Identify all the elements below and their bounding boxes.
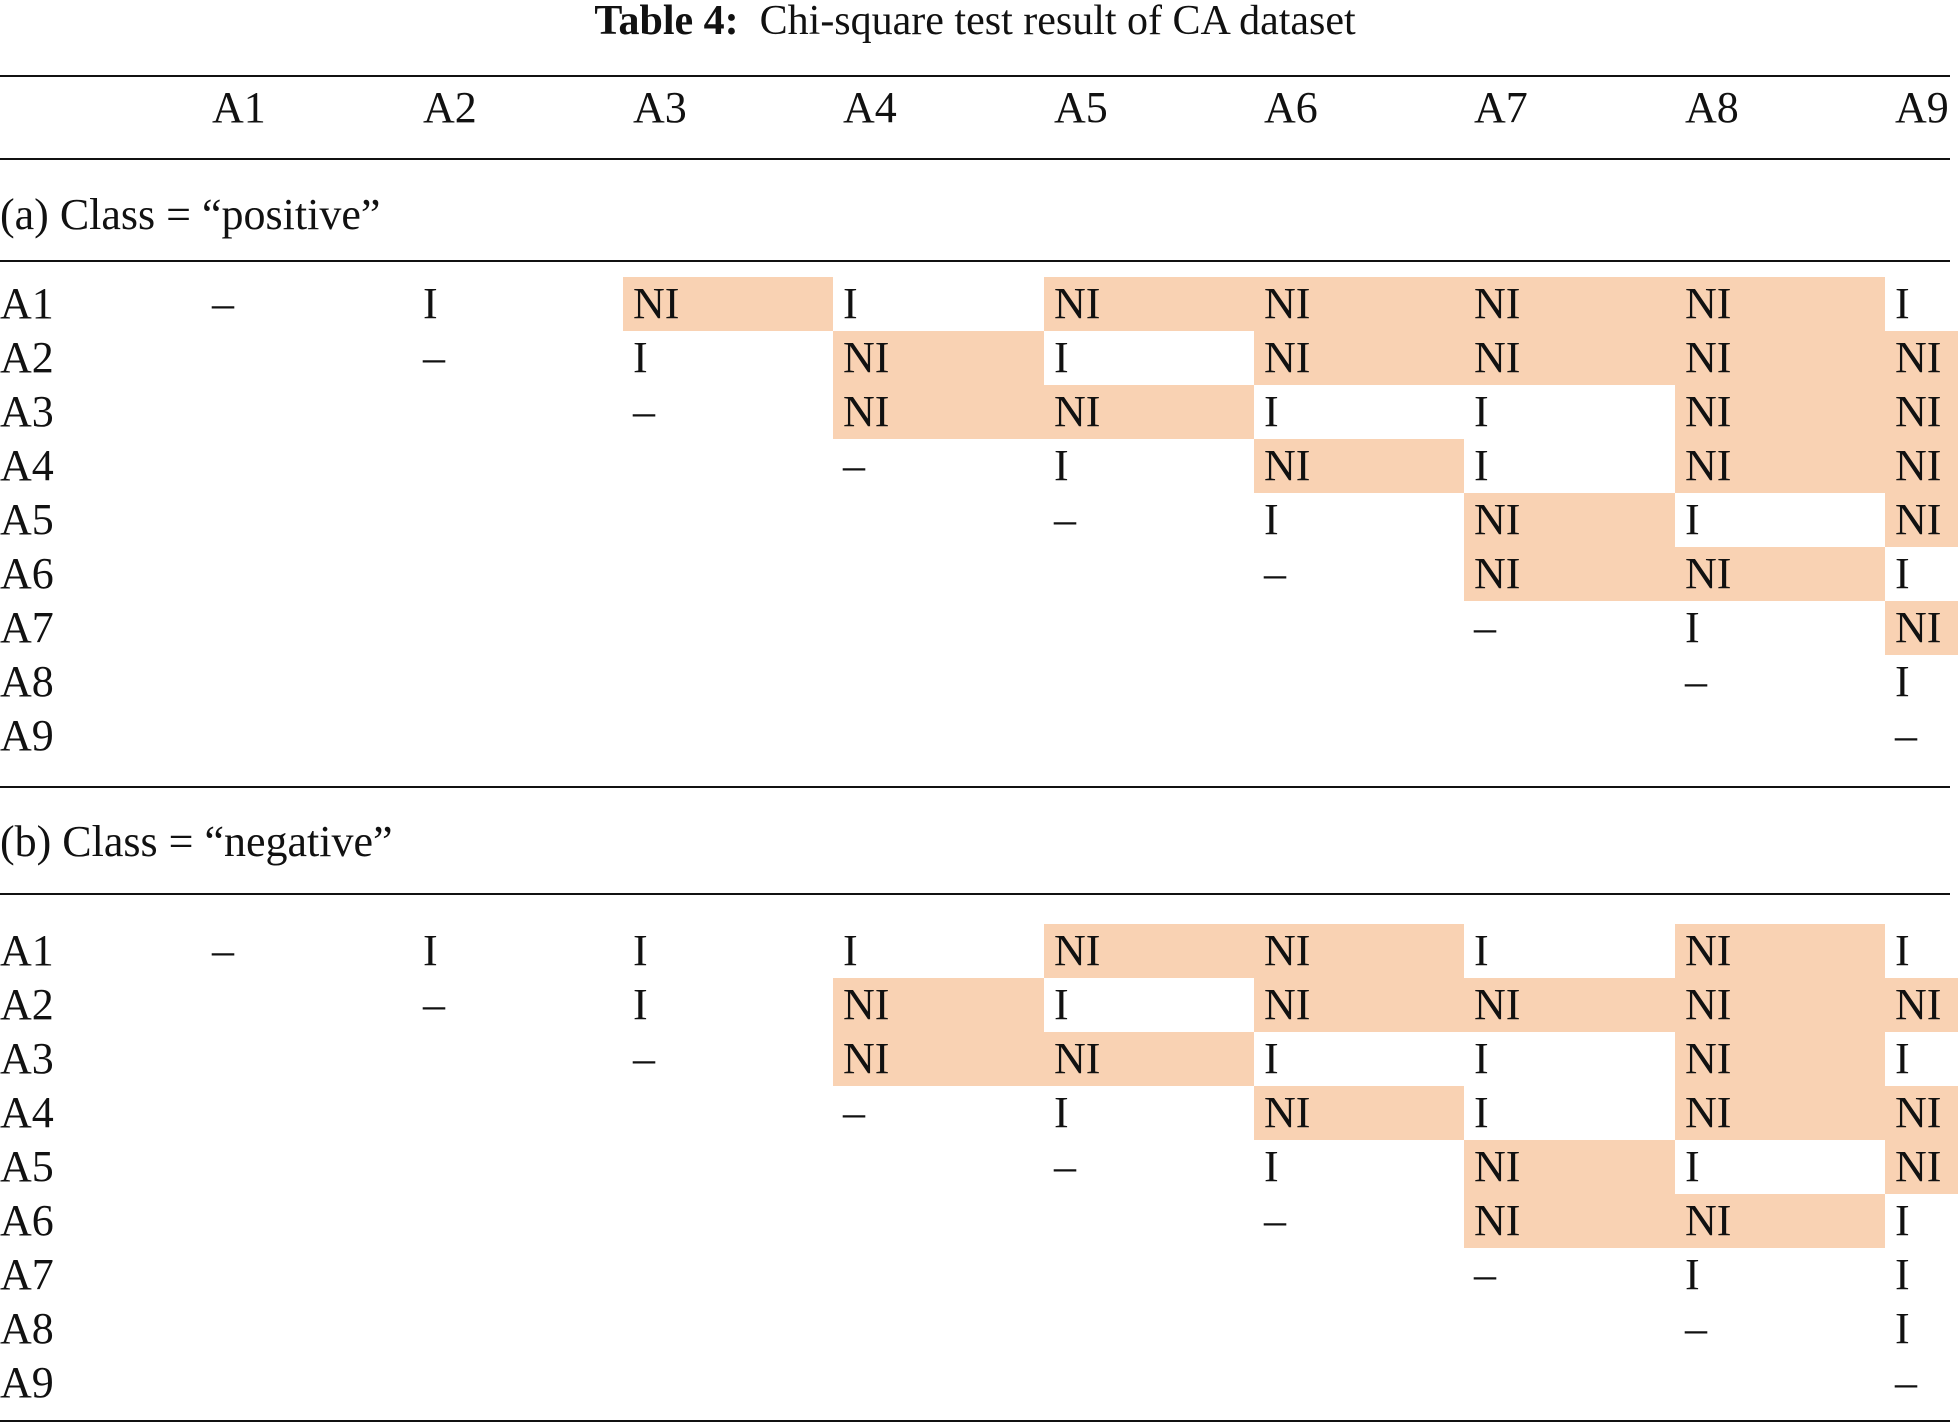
cell-value: I bbox=[1895, 549, 1910, 598]
cell-value: I bbox=[1685, 495, 1700, 544]
row-label-a2: A2 bbox=[0, 980, 54, 1029]
cell-value: I bbox=[1474, 926, 1489, 975]
cell-value: I bbox=[1474, 387, 1489, 436]
cell-value: I bbox=[1895, 279, 1910, 328]
cell-value: NI bbox=[1685, 333, 1732, 382]
cell-value: I bbox=[1685, 1250, 1700, 1299]
cell-value: – bbox=[1264, 1196, 1286, 1245]
cell-value: I bbox=[1054, 441, 1069, 490]
cell-value: NI bbox=[1474, 1196, 1521, 1245]
cell-not-independent bbox=[1885, 978, 1958, 1032]
table-cell bbox=[1464, 924, 1675, 978]
cell-value: NI bbox=[1474, 1142, 1521, 1191]
cell-not-independent bbox=[833, 385, 1044, 439]
cell-not-independent bbox=[1675, 547, 1885, 601]
row-label-a5: A5 bbox=[0, 495, 54, 544]
cell-value: I bbox=[1474, 1034, 1489, 1083]
cell-value: – bbox=[212, 279, 234, 328]
table-cell bbox=[1885, 547, 1958, 601]
table-cell bbox=[1885, 924, 1958, 978]
cell-not-independent bbox=[833, 1032, 1044, 1086]
table-cell bbox=[1464, 1032, 1675, 1086]
cell-not-independent bbox=[1464, 978, 1675, 1032]
cell-value: NI bbox=[1264, 980, 1311, 1029]
cell-value: NI bbox=[1685, 1088, 1732, 1137]
section-divider-rule bbox=[0, 786, 1950, 788]
cell-value: I bbox=[1054, 1088, 1069, 1137]
table-cell bbox=[1044, 1140, 1254, 1194]
section-title-positive: (a) Class = “positive” bbox=[0, 190, 381, 239]
table-cell bbox=[1885, 1356, 1958, 1410]
table-cell bbox=[1675, 655, 1885, 709]
cell-value: NI bbox=[1895, 333, 1942, 382]
cell-not-independent bbox=[1464, 547, 1675, 601]
row-label-a9: A9 bbox=[0, 711, 54, 760]
cell-value: NI bbox=[1685, 549, 1732, 598]
cell-value: NI bbox=[1895, 1088, 1942, 1137]
cell-not-independent bbox=[1675, 385, 1885, 439]
cell-value: NI bbox=[843, 333, 890, 382]
cell-not-independent bbox=[1675, 1086, 1885, 1140]
table-cell bbox=[413, 277, 623, 331]
table-cell bbox=[1885, 1248, 1958, 1302]
table-cell bbox=[1254, 493, 1464, 547]
cell-value: I bbox=[1895, 1034, 1910, 1083]
table-cell bbox=[1044, 331, 1254, 385]
table-cell bbox=[1885, 1194, 1958, 1248]
table-cell bbox=[1254, 1194, 1464, 1248]
row-label-a4: A4 bbox=[0, 1088, 54, 1137]
caption-text: Chi-square test result of CA dataset bbox=[759, 0, 1356, 44]
cell-value: – bbox=[1895, 711, 1917, 760]
table-cell bbox=[1254, 385, 1464, 439]
table-cell bbox=[1254, 547, 1464, 601]
cell-value: – bbox=[633, 1034, 655, 1083]
row-label-a1: A1 bbox=[0, 279, 54, 328]
cell-value: I bbox=[843, 926, 858, 975]
column-header-a5: A5 bbox=[1054, 83, 1108, 132]
cell-value: – bbox=[423, 333, 445, 382]
cell-value: NI bbox=[1264, 441, 1311, 490]
cell-not-independent bbox=[1675, 277, 1885, 331]
cell-value: NI bbox=[1685, 926, 1732, 975]
cell-value: I bbox=[633, 333, 648, 382]
table-cell bbox=[1464, 439, 1675, 493]
cell-value: – bbox=[843, 441, 865, 490]
table-caption bbox=[0, 0, 1950, 42]
column-header-a3: A3 bbox=[633, 83, 687, 132]
cell-not-independent bbox=[1885, 385, 1958, 439]
cell-not-independent bbox=[1044, 385, 1254, 439]
cell-value: I bbox=[1895, 926, 1910, 975]
cell-value: I bbox=[633, 926, 648, 975]
table-cell bbox=[623, 978, 833, 1032]
cell-value: NI bbox=[1054, 926, 1101, 975]
row-label-a6: A6 bbox=[0, 549, 54, 598]
cell-value: – bbox=[1685, 657, 1707, 706]
cell-value: I bbox=[633, 980, 648, 1029]
cell-value: NI bbox=[1895, 441, 1942, 490]
row-label-a4: A4 bbox=[0, 441, 54, 490]
row-label-a1: A1 bbox=[0, 926, 54, 975]
cell-value: I bbox=[423, 279, 438, 328]
cell-value: NI bbox=[1895, 495, 1942, 544]
table-cell bbox=[413, 924, 623, 978]
row-label-a3: A3 bbox=[0, 387, 54, 436]
cell-value: NI bbox=[1685, 1034, 1732, 1083]
cell-value: I bbox=[1264, 1142, 1279, 1191]
cell-value: NI bbox=[1474, 279, 1521, 328]
table-cell bbox=[1675, 1302, 1885, 1356]
table-cell bbox=[1044, 978, 1254, 1032]
table-cell bbox=[1675, 1248, 1885, 1302]
row-label-a8: A8 bbox=[0, 1304, 54, 1353]
cell-value: I bbox=[1895, 1304, 1910, 1353]
cell-value: I bbox=[1264, 1034, 1279, 1083]
cell-value: – bbox=[1895, 1358, 1917, 1407]
cell-not-independent bbox=[1254, 277, 1464, 331]
cell-not-independent bbox=[1254, 978, 1464, 1032]
cell-value: I bbox=[1264, 387, 1279, 436]
section-title-negative: (b) Class = “negative” bbox=[0, 817, 393, 866]
cell-value: NI bbox=[1054, 1034, 1101, 1083]
cell-not-independent bbox=[1675, 439, 1885, 493]
row-label-a9: A9 bbox=[0, 1358, 54, 1407]
table-cell bbox=[1044, 1086, 1254, 1140]
column-header-a8: A8 bbox=[1685, 83, 1739, 132]
cell-value: I bbox=[1474, 441, 1489, 490]
cell-value: – bbox=[212, 926, 234, 975]
table-cell bbox=[623, 1032, 833, 1086]
table-cell bbox=[1044, 493, 1254, 547]
cell-not-independent bbox=[1675, 1194, 1885, 1248]
section-a-rule bbox=[0, 260, 1950, 262]
table-cell bbox=[1464, 601, 1675, 655]
cell-not-independent bbox=[1675, 978, 1885, 1032]
cell-value: NI bbox=[1264, 279, 1311, 328]
table-cell bbox=[833, 439, 1044, 493]
row-label-a6: A6 bbox=[0, 1196, 54, 1245]
cell-not-independent bbox=[1044, 924, 1254, 978]
cell-not-independent bbox=[1885, 439, 1958, 493]
table-cell bbox=[1044, 439, 1254, 493]
cell-value: NI bbox=[1474, 549, 1521, 598]
cell-value: NI bbox=[633, 279, 680, 328]
cell-not-independent bbox=[1675, 924, 1885, 978]
table-cell bbox=[413, 331, 623, 385]
column-header-a7: A7 bbox=[1474, 83, 1528, 132]
table-cell bbox=[623, 385, 833, 439]
cell-not-independent bbox=[623, 277, 833, 331]
cell-value: NI bbox=[1895, 387, 1942, 436]
cell-not-independent bbox=[1885, 1086, 1958, 1140]
cell-not-independent bbox=[1464, 1194, 1675, 1248]
column-header-a9: A9 bbox=[1895, 83, 1949, 132]
table-cell bbox=[1675, 601, 1885, 655]
header-rule bbox=[0, 158, 1950, 160]
cell-value: NI bbox=[1895, 1142, 1942, 1191]
cell-value: NI bbox=[1054, 279, 1101, 328]
cell-value: – bbox=[633, 387, 655, 436]
cell-not-independent bbox=[833, 978, 1044, 1032]
cell-value: NI bbox=[843, 1034, 890, 1083]
cell-not-independent bbox=[1044, 277, 1254, 331]
cell-value: NI bbox=[1685, 387, 1732, 436]
column-header-a6: A6 bbox=[1264, 83, 1318, 132]
cell-not-independent bbox=[1044, 1032, 1254, 1086]
cell-value: I bbox=[1895, 657, 1910, 706]
cell-value: – bbox=[843, 1088, 865, 1137]
row-label-a7: A7 bbox=[0, 1250, 54, 1299]
table-cell bbox=[833, 1086, 1044, 1140]
table-cell bbox=[1885, 1032, 1958, 1086]
cell-value: NI bbox=[1685, 1196, 1732, 1245]
cell-not-independent bbox=[1254, 1086, 1464, 1140]
cell-value: NI bbox=[843, 980, 890, 1029]
cell-value: I bbox=[423, 926, 438, 975]
cell-value: – bbox=[1474, 603, 1496, 652]
row-label-a5: A5 bbox=[0, 1142, 54, 1191]
cell-value: I bbox=[1054, 333, 1069, 382]
cell-value: NI bbox=[1474, 333, 1521, 382]
cell-not-independent bbox=[1885, 601, 1958, 655]
cell-value: NI bbox=[1474, 980, 1521, 1029]
cell-not-independent bbox=[1675, 1032, 1885, 1086]
row-label-a2: A2 bbox=[0, 333, 54, 382]
row-label-a3: A3 bbox=[0, 1034, 54, 1083]
cell-value: – bbox=[1685, 1304, 1707, 1353]
cell-value: NI bbox=[1685, 980, 1732, 1029]
table-cell bbox=[1464, 385, 1675, 439]
cell-value: – bbox=[423, 980, 445, 1029]
cell-value: NI bbox=[1685, 441, 1732, 490]
cell-not-independent bbox=[1254, 331, 1464, 385]
cell-not-independent bbox=[1464, 493, 1675, 547]
row-label-a8: A8 bbox=[0, 657, 54, 706]
cell-value: NI bbox=[1264, 333, 1311, 382]
table-cell bbox=[1464, 1086, 1675, 1140]
cell-value: NI bbox=[1895, 603, 1942, 652]
table-cell bbox=[1885, 709, 1958, 763]
table-cell bbox=[413, 978, 623, 1032]
cell-value: – bbox=[1054, 1142, 1076, 1191]
table-cell bbox=[1885, 277, 1958, 331]
bottom-rule bbox=[0, 1420, 1950, 1422]
cell-not-independent bbox=[1885, 493, 1958, 547]
table-cell bbox=[1464, 1248, 1675, 1302]
cell-value: NI bbox=[1264, 926, 1311, 975]
table-cell bbox=[623, 331, 833, 385]
cell-not-independent bbox=[1885, 1140, 1958, 1194]
cell-value: NI bbox=[1474, 495, 1521, 544]
table-cell bbox=[1254, 1140, 1464, 1194]
cell-not-independent bbox=[1885, 331, 1958, 385]
table-cell bbox=[202, 924, 413, 978]
cell-not-independent bbox=[1464, 277, 1675, 331]
row-label-a7: A7 bbox=[0, 603, 54, 652]
table-cell bbox=[833, 277, 1044, 331]
cell-value: I bbox=[843, 279, 858, 328]
cell-not-independent bbox=[833, 331, 1044, 385]
cell-value: I bbox=[1685, 1142, 1700, 1191]
cell-not-independent bbox=[1675, 331, 1885, 385]
cell-value: NI bbox=[1054, 387, 1101, 436]
cell-not-independent bbox=[1464, 1140, 1675, 1194]
column-header-a4: A4 bbox=[843, 83, 897, 132]
cell-value: NI bbox=[1895, 980, 1942, 1029]
table-cell bbox=[1675, 1140, 1885, 1194]
cell-value: I bbox=[1474, 1088, 1489, 1137]
section-b-rule bbox=[0, 893, 1950, 895]
cell-value: – bbox=[1264, 549, 1286, 598]
table-cell bbox=[1885, 655, 1958, 709]
top-rule bbox=[0, 75, 1950, 77]
cell-value: NI bbox=[1264, 1088, 1311, 1137]
cell-not-independent bbox=[1254, 924, 1464, 978]
cell-value: I bbox=[1895, 1250, 1910, 1299]
cell-value: I bbox=[1685, 603, 1700, 652]
table-cell bbox=[1675, 493, 1885, 547]
table-cell bbox=[833, 924, 1044, 978]
cell-value: I bbox=[1895, 1196, 1910, 1245]
table-cell bbox=[1254, 1032, 1464, 1086]
cell-value: – bbox=[1474, 1250, 1496, 1299]
column-header-a1: A1 bbox=[212, 83, 266, 132]
cell-value: – bbox=[1054, 495, 1076, 544]
cell-value: NI bbox=[843, 387, 890, 436]
cell-not-independent bbox=[1254, 439, 1464, 493]
cell-value: I bbox=[1264, 495, 1279, 544]
cell-value: NI bbox=[1685, 279, 1732, 328]
cell-not-independent bbox=[1464, 331, 1675, 385]
caption-label: Table 4: bbox=[594, 0, 739, 44]
table-cell bbox=[202, 277, 413, 331]
table-cell bbox=[1885, 1302, 1958, 1356]
table-cell bbox=[623, 924, 833, 978]
column-header-a2: A2 bbox=[423, 83, 477, 132]
cell-value: I bbox=[1054, 980, 1069, 1029]
